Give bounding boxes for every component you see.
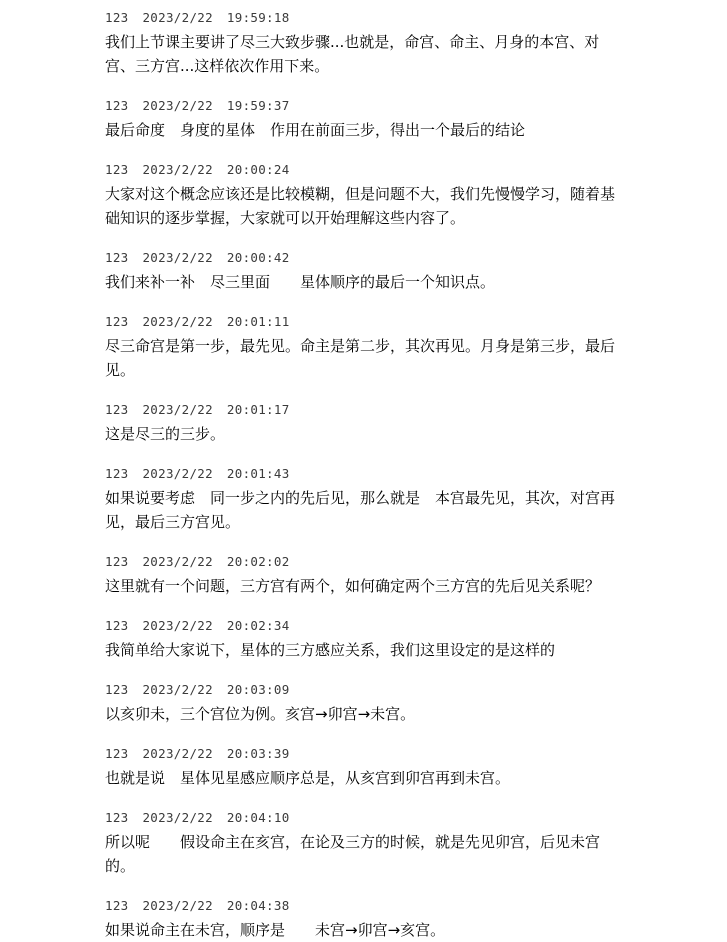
chat-message: [105, 10, 713, 78]
chat-message: [105, 810, 713, 878]
message-text: 所以呢 假设命主在亥宫，在论及三方的时候，就是先见卯宫，后见未宫的。: [105, 833, 601, 875]
message-sender: 123: [105, 250, 129, 265]
message-text: 如果说要考虑 同一步之内的先后见，那么就是 本宫最先见，其次，对宫再见，最后三方宫见。: [105, 489, 616, 531]
message-header: [105, 618, 713, 633]
message-sender: 123: [105, 10, 129, 25]
message-text: 如果说命主在未宫，顺序是 未宫→卯宫→亥宫。: [105, 921, 446, 939]
chat-message: [105, 162, 713, 230]
message-header: [105, 98, 713, 113]
message-sender: 123: [105, 898, 129, 913]
message-date: 2023/2/22: [142, 682, 213, 697]
message-header: [105, 898, 713, 913]
message-date: 2023/2/22: [142, 554, 213, 569]
message-date: 2023/2/22: [142, 10, 213, 25]
message-date: 2023/2/22: [142, 402, 213, 417]
message-date: 2023/2/22: [142, 618, 213, 633]
message-time: 20:03:09: [226, 682, 290, 697]
message-time: 20:01:11: [226, 314, 290, 329]
message-text: 以亥卯未，三个宫位为例。亥宫→卯宫→未宫。: [105, 705, 416, 723]
chat-message: [105, 746, 713, 790]
message-text: 最后命度 身度的星体 作用在前面三步，得出一个最后的结论: [105, 121, 526, 139]
message-text: 这是尽三的三步。: [105, 425, 226, 443]
message-date: 2023/2/22: [142, 810, 213, 825]
message-time: 20:00:24: [226, 162, 290, 177]
message-time: 20:02:34: [226, 618, 290, 633]
message-time: 20:02:02: [226, 554, 290, 569]
message-header: [105, 746, 713, 761]
message-header: [105, 466, 713, 481]
message-text: 我简单给大家说下，星体的三方感应关系，我们这里设定的是这样的: [105, 641, 556, 659]
message-time: 20:03:39: [226, 746, 290, 761]
message-sender: 123: [105, 554, 129, 569]
message-time: 20:04:10: [226, 810, 290, 825]
message-sender: 123: [105, 314, 129, 329]
message-header: [105, 810, 713, 825]
message-date: 2023/2/22: [142, 898, 213, 913]
message-sender: 123: [105, 162, 129, 177]
message-header: [105, 162, 713, 177]
message-text: 尽三命宫是第一步，最先见。命主是第二步，其次再见。月身是第三步，最后见。: [105, 337, 616, 379]
chat-message: [105, 682, 713, 726]
message-sender: 123: [105, 682, 129, 697]
message-text: 大家对这个概念应该还是比较模糊，但是问题不大，我们先慢慢学习，随着基础知识的逐步掌握，大家就可以开始理解这些内容了。: [105, 185, 616, 227]
chat-message: [105, 402, 713, 446]
chat-message: [105, 314, 713, 382]
message-header: [105, 250, 713, 265]
message-header: [105, 10, 713, 25]
message-time: 20:04:38: [226, 898, 290, 913]
message-time: 20:01:43: [226, 466, 290, 481]
chat-message: [105, 898, 713, 942]
message-time: 20:00:42: [226, 250, 290, 265]
message-sender: 123: [105, 810, 129, 825]
message-text: 我们上节课主要讲了尽三大致步骤...也就是，命宫、命主、月身的本宫、对宫、三方宫...这样依次作用下来。: [105, 33, 600, 75]
message-date: 2023/2/22: [142, 314, 213, 329]
message-sender: 123: [105, 618, 129, 633]
message-time: 19:59:37: [226, 98, 290, 113]
message-header: [105, 402, 713, 417]
message-header: [105, 554, 713, 569]
chat-message: [105, 554, 713, 598]
message-text: 我们来补一补 尽三里面 星体顺序的最后一个知识点。: [105, 273, 496, 291]
message-sender: 123: [105, 402, 129, 417]
message-date: 2023/2/22: [142, 746, 213, 761]
message-text: 也就是说 星体见星感应顺序总是，从亥宫到卯宫再到未宫。: [105, 769, 511, 787]
chat-message: [105, 98, 713, 142]
chat-message: [105, 466, 713, 534]
chat-message: [105, 250, 713, 294]
message-sender: 123: [105, 466, 129, 481]
message-date: 2023/2/22: [142, 162, 213, 177]
message-date: 2023/2/22: [142, 466, 213, 481]
message-sender: 123: [105, 98, 129, 113]
message-sender: 123: [105, 746, 129, 761]
message-date: 2023/2/22: [142, 250, 213, 265]
message-header: [105, 314, 713, 329]
message-header: [105, 682, 713, 697]
chat-message: [105, 618, 713, 662]
message-time: 20:01:17: [226, 402, 290, 417]
message-text: 这里就有一个问题，三方宫有两个，如何确定两个三方宫的先后见关系呢？: [105, 577, 601, 595]
message-time: 19:59:18: [226, 10, 290, 25]
message-date: 2023/2/22: [142, 98, 213, 113]
